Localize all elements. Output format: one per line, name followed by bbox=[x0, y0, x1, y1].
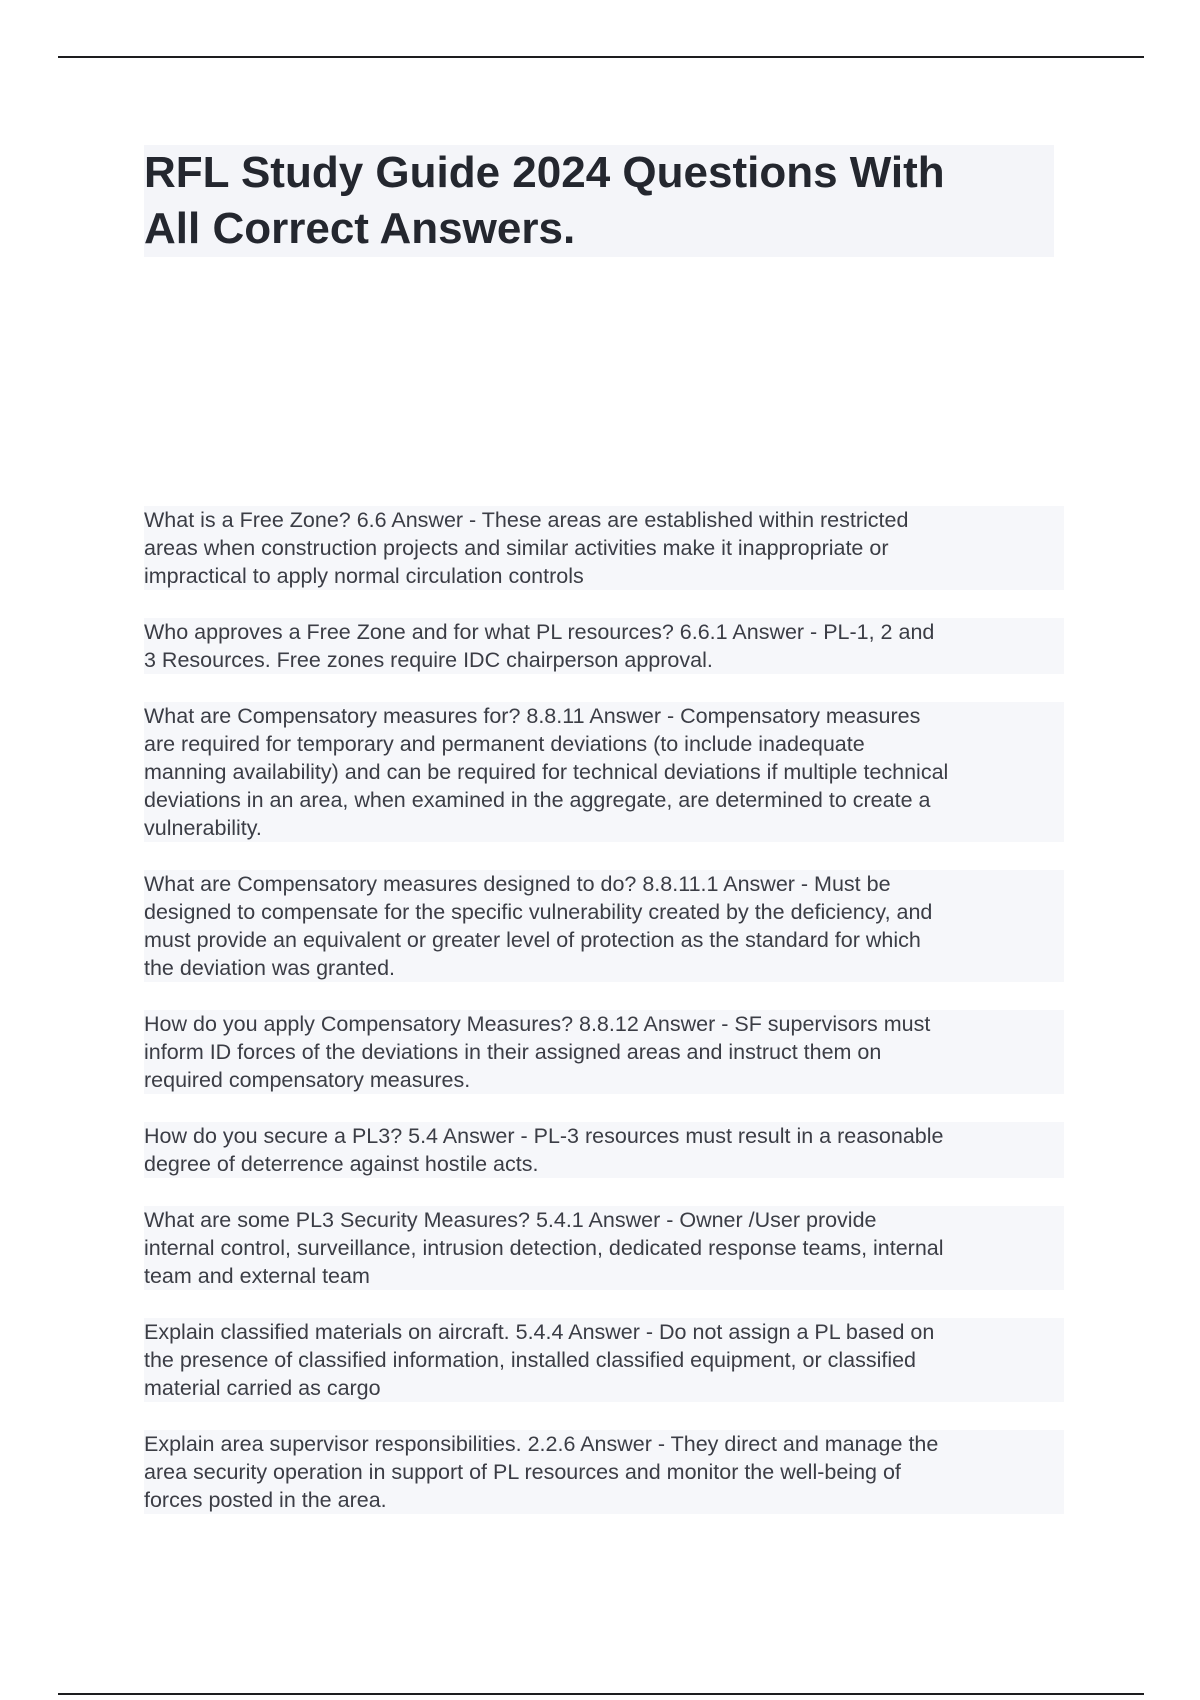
qa-item bbox=[144, 702, 1064, 842]
qa-line: Explain area supervisor responsibilities. 2.2.6 Answer - They direct and manage the bbox=[144, 1430, 1064, 1458]
qa-line: What is a Free Zone? 6.6 Answer - These areas are established within restricted bbox=[144, 506, 1064, 534]
qa-line: 3 Resources. Free zones require IDC chairperson approval. bbox=[144, 646, 1064, 674]
qa-item bbox=[144, 1318, 1064, 1402]
qa-line: inform ID forces of the deviations in their assigned areas and instruct them on bbox=[144, 1038, 1064, 1066]
document-title bbox=[144, 145, 1054, 257]
qa-item bbox=[144, 1430, 1064, 1514]
qa-line: How do you secure a PL3? 5.4 Answer - PL-3 resources must result in a reasonable bbox=[144, 1122, 1064, 1150]
qa-line: forces posted in the area. bbox=[144, 1486, 1064, 1514]
qa-line: are required for temporary and permanent deviations (to include inadequate bbox=[144, 730, 1064, 758]
qa-line: area security operation in support of PL resources and monitor the well-being of bbox=[144, 1458, 1064, 1486]
qa-line: Who approves a Free Zone and for what PL resources? 6.6.1 Answer - PL-1, 2 and bbox=[144, 618, 1064, 646]
qa-item bbox=[144, 1010, 1064, 1094]
qa-list bbox=[144, 506, 1064, 1542]
qa-item bbox=[144, 506, 1064, 590]
qa-line: How do you apply Compensatory Measures? 8.8.12 Answer - SF supervisors must bbox=[144, 1010, 1064, 1038]
qa-line: must provide an equivalent or greater level of protection as the standard for which bbox=[144, 926, 1064, 954]
qa-line: deviations in an area, when examined in the aggregate, are determined to create a bbox=[144, 786, 1064, 814]
qa-item bbox=[144, 870, 1064, 982]
qa-line: vulnerability. bbox=[144, 814, 1064, 842]
qa-line: team and external team bbox=[144, 1262, 1064, 1290]
qa-line: Explain classified materials on aircraft. 5.4.4 Answer - Do not assign a PL based on bbox=[144, 1318, 1064, 1346]
title-line: All Correct Answers. bbox=[144, 204, 576, 253]
qa-line: manning availability) and can be required for technical deviations if multiple technical bbox=[144, 758, 1064, 786]
qa-item bbox=[144, 1122, 1064, 1178]
qa-line: internal control, surveillance, intrusion detection, dedicated response teams, internal bbox=[144, 1234, 1064, 1262]
bottom-rule bbox=[58, 1693, 1144, 1695]
qa-line: degree of deterrence against hostile acts. bbox=[144, 1150, 1064, 1178]
qa-item bbox=[144, 1206, 1064, 1290]
qa-line: designed to compensate for the specific vulnerability created by the deficiency, and bbox=[144, 898, 1064, 926]
top-rule bbox=[58, 56, 1144, 58]
qa-line: the deviation was granted. bbox=[144, 954, 1064, 982]
qa-line: What are some PL3 Security Measures? 5.4.1 Answer - Owner /User provide bbox=[144, 1206, 1064, 1234]
qa-line: What are Compensatory measures designed to do? 8.8.11.1 Answer - Must be bbox=[144, 870, 1064, 898]
qa-line: impractical to apply normal circulation controls bbox=[144, 562, 1064, 590]
qa-line: What are Compensatory measures for? 8.8.11 Answer - Compensatory measures bbox=[144, 702, 1064, 730]
qa-item bbox=[144, 618, 1064, 674]
qa-line: required compensatory measures. bbox=[144, 1066, 1064, 1094]
qa-line: areas when construction projects and similar activities make it inappropriate or bbox=[144, 534, 1064, 562]
qa-line: material carried as cargo bbox=[144, 1374, 1064, 1402]
title-line: RFL Study Guide 2024 Questions With bbox=[144, 148, 945, 197]
qa-line: the presence of classified information, installed classified equipment, or classified bbox=[144, 1346, 1064, 1374]
